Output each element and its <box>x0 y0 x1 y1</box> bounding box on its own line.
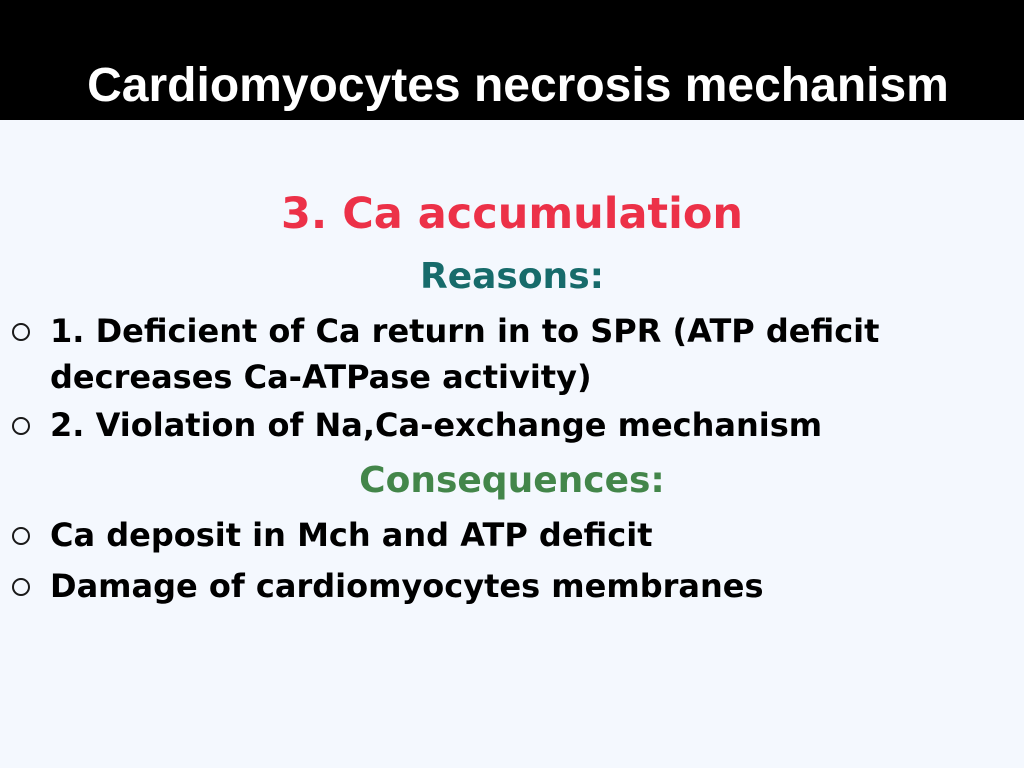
consequence-item-text: Ca deposit in Mch and ATP deficit <box>50 516 653 554</box>
slide-title: Cardiomyocytes necrosis mechanism <box>87 59 949 112</box>
reasons-heading: Reasons: <box>419 256 605 297</box>
reason-item-text: 2. Violation of Na,Ca-exchange mechanism <box>50 406 823 444</box>
slide-subtitle: 3. Ca accumulation <box>281 189 743 239</box>
consequence-item-text: Damage of cardiomyocytes membranes <box>50 567 764 605</box>
hollow-circle-bullet-icon <box>12 578 30 596</box>
hollow-circle-bullet-icon <box>12 417 30 435</box>
consequences-heading: Consequences: <box>359 460 665 501</box>
hollow-circle-bullet-icon <box>12 527 30 545</box>
hollow-circle-bullet-icon <box>12 323 30 341</box>
reason-item-text: 1. Deficient of Ca return in to SPR (ATP deficit decreases Ca-ATPase activity) <box>50 312 880 396</box>
